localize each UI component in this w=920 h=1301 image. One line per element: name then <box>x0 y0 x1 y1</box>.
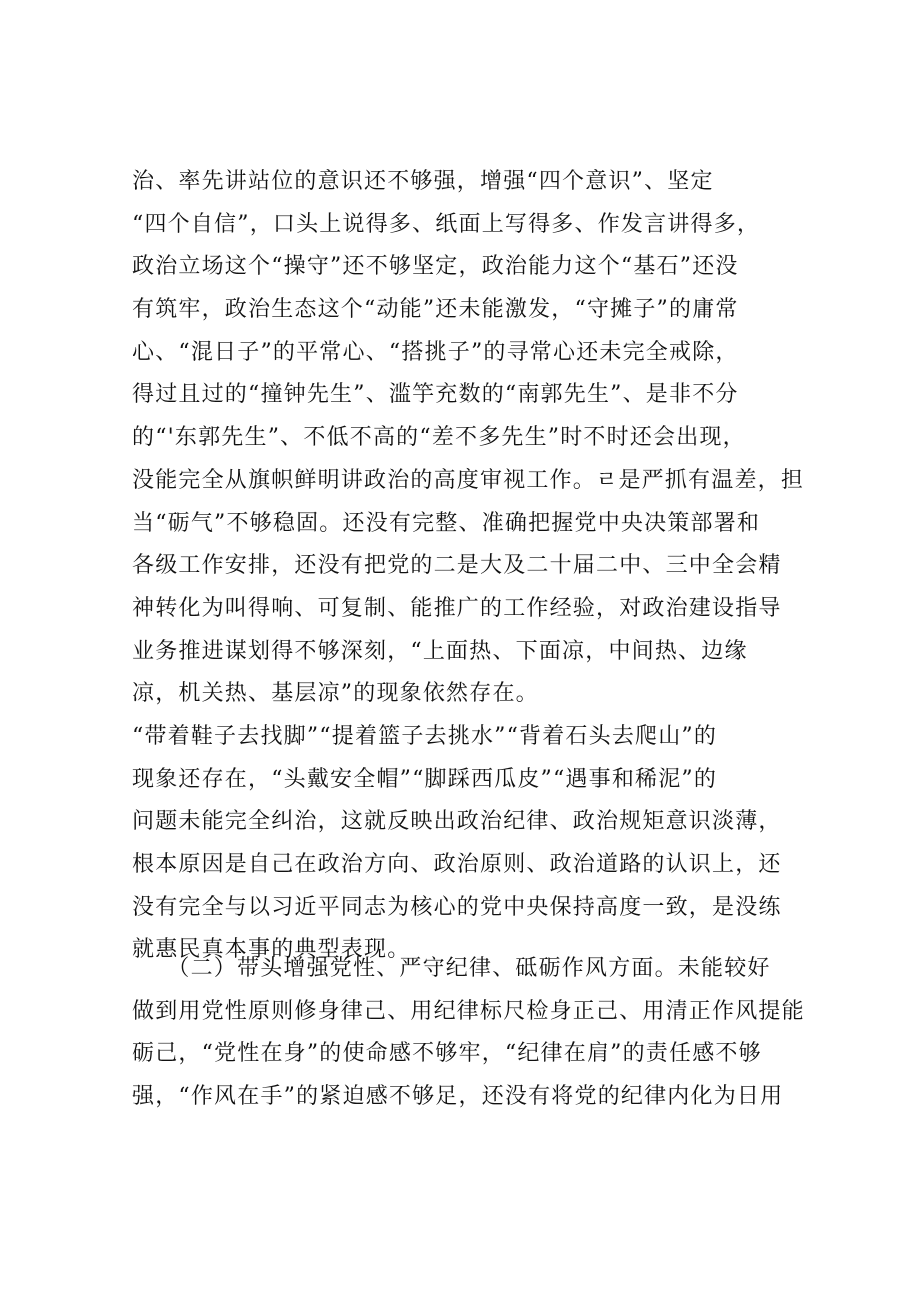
text-line: “带着鞋子去找脚”“提着篮子去挑水”“背着石头去爬山”的 <box>132 723 718 749</box>
text-line: （二）带头增强党性、严守纪律、砥砺作风方面。未能较好 <box>132 956 771 981</box>
text-line: “四个自信”，口头上说得多、纸面上写得多、作发言讲得多， <box>132 211 761 237</box>
text-line: 的“'东郭先生”、不低不高的“差不多先生”时不时还会出现， <box>132 425 746 451</box>
text-line: 问题未能完全纠治，这就反映出政治纪律、政治规矩意识淡薄， <box>132 809 782 835</box>
text-line: 心、“混日子”的平常心、“搭挑子”的寻常心还未完全戒除， <box>132 339 739 365</box>
text-line: 各级工作安排，还没有把党的二是大及二十届二中、三中全会精 <box>132 553 782 579</box>
text-line: 政治立场这个“操守”还不够坚定，政治能力这个“基石”还没 <box>132 254 739 280</box>
text-line: 得过且过的“撞钟先生”、滥竽充数的“南郭先生”、是非不分 <box>132 382 739 408</box>
text-line: 治、率先讲站位的意识还不够强，增强“四个意识”、坚定 <box>132 169 714 194</box>
paragraph-block-1 <box>132 161 812 972</box>
text-line: 没有完全与以习近平同志为核心的党中央保持高度一致，是没练 <box>132 894 782 920</box>
text-line: 业务推进谋划得不够深刻，“上面热、下面凉，中间热、边缘 <box>132 638 748 664</box>
text-line: 根本原因是自己在政治方向、政治原则、政治道路的认识上，还 <box>132 852 782 877</box>
text-line: 没能完全从旗帜鲜明讲政治的高度审视工作。ㄹ是严抓有温差，担 <box>132 467 805 493</box>
text-line: 凉，机关热、基层凉”的现象依然存在。 <box>132 681 539 707</box>
text-line: 现象还存在，“头戴安全帽”“脚踩西瓜皮”“遇事和稀泥”的 <box>132 766 718 792</box>
paragraph-block-2 <box>132 948 812 1119</box>
text-line: 有筑牢，政治生态这个“动能”还未能激发，“守摊子”的庸常 <box>132 297 739 323</box>
text-line: 强，“作风在手”的紧迫感不够足，还没有将党的纪律内化为日用 <box>132 1084 784 1110</box>
text-line: 当“砺气”不够稳固。还没有完整、准确把握党中央决策部署和 <box>132 510 761 536</box>
text-line: 砺己，“党性在身”的使命感不够牢，“纪律在肩”的责任感不够 <box>132 1041 762 1067</box>
text-line: 就惠民真本事的典型表现。 <box>132 937 411 963</box>
text-line: 神转化为叫得响、可复制、能推广的工作经验，对政治建设指导 <box>132 595 782 621</box>
text-line: 做到用党性原则修身律己、用纪律标尺检身正己、用清正作风提能 <box>132 998 805 1024</box>
